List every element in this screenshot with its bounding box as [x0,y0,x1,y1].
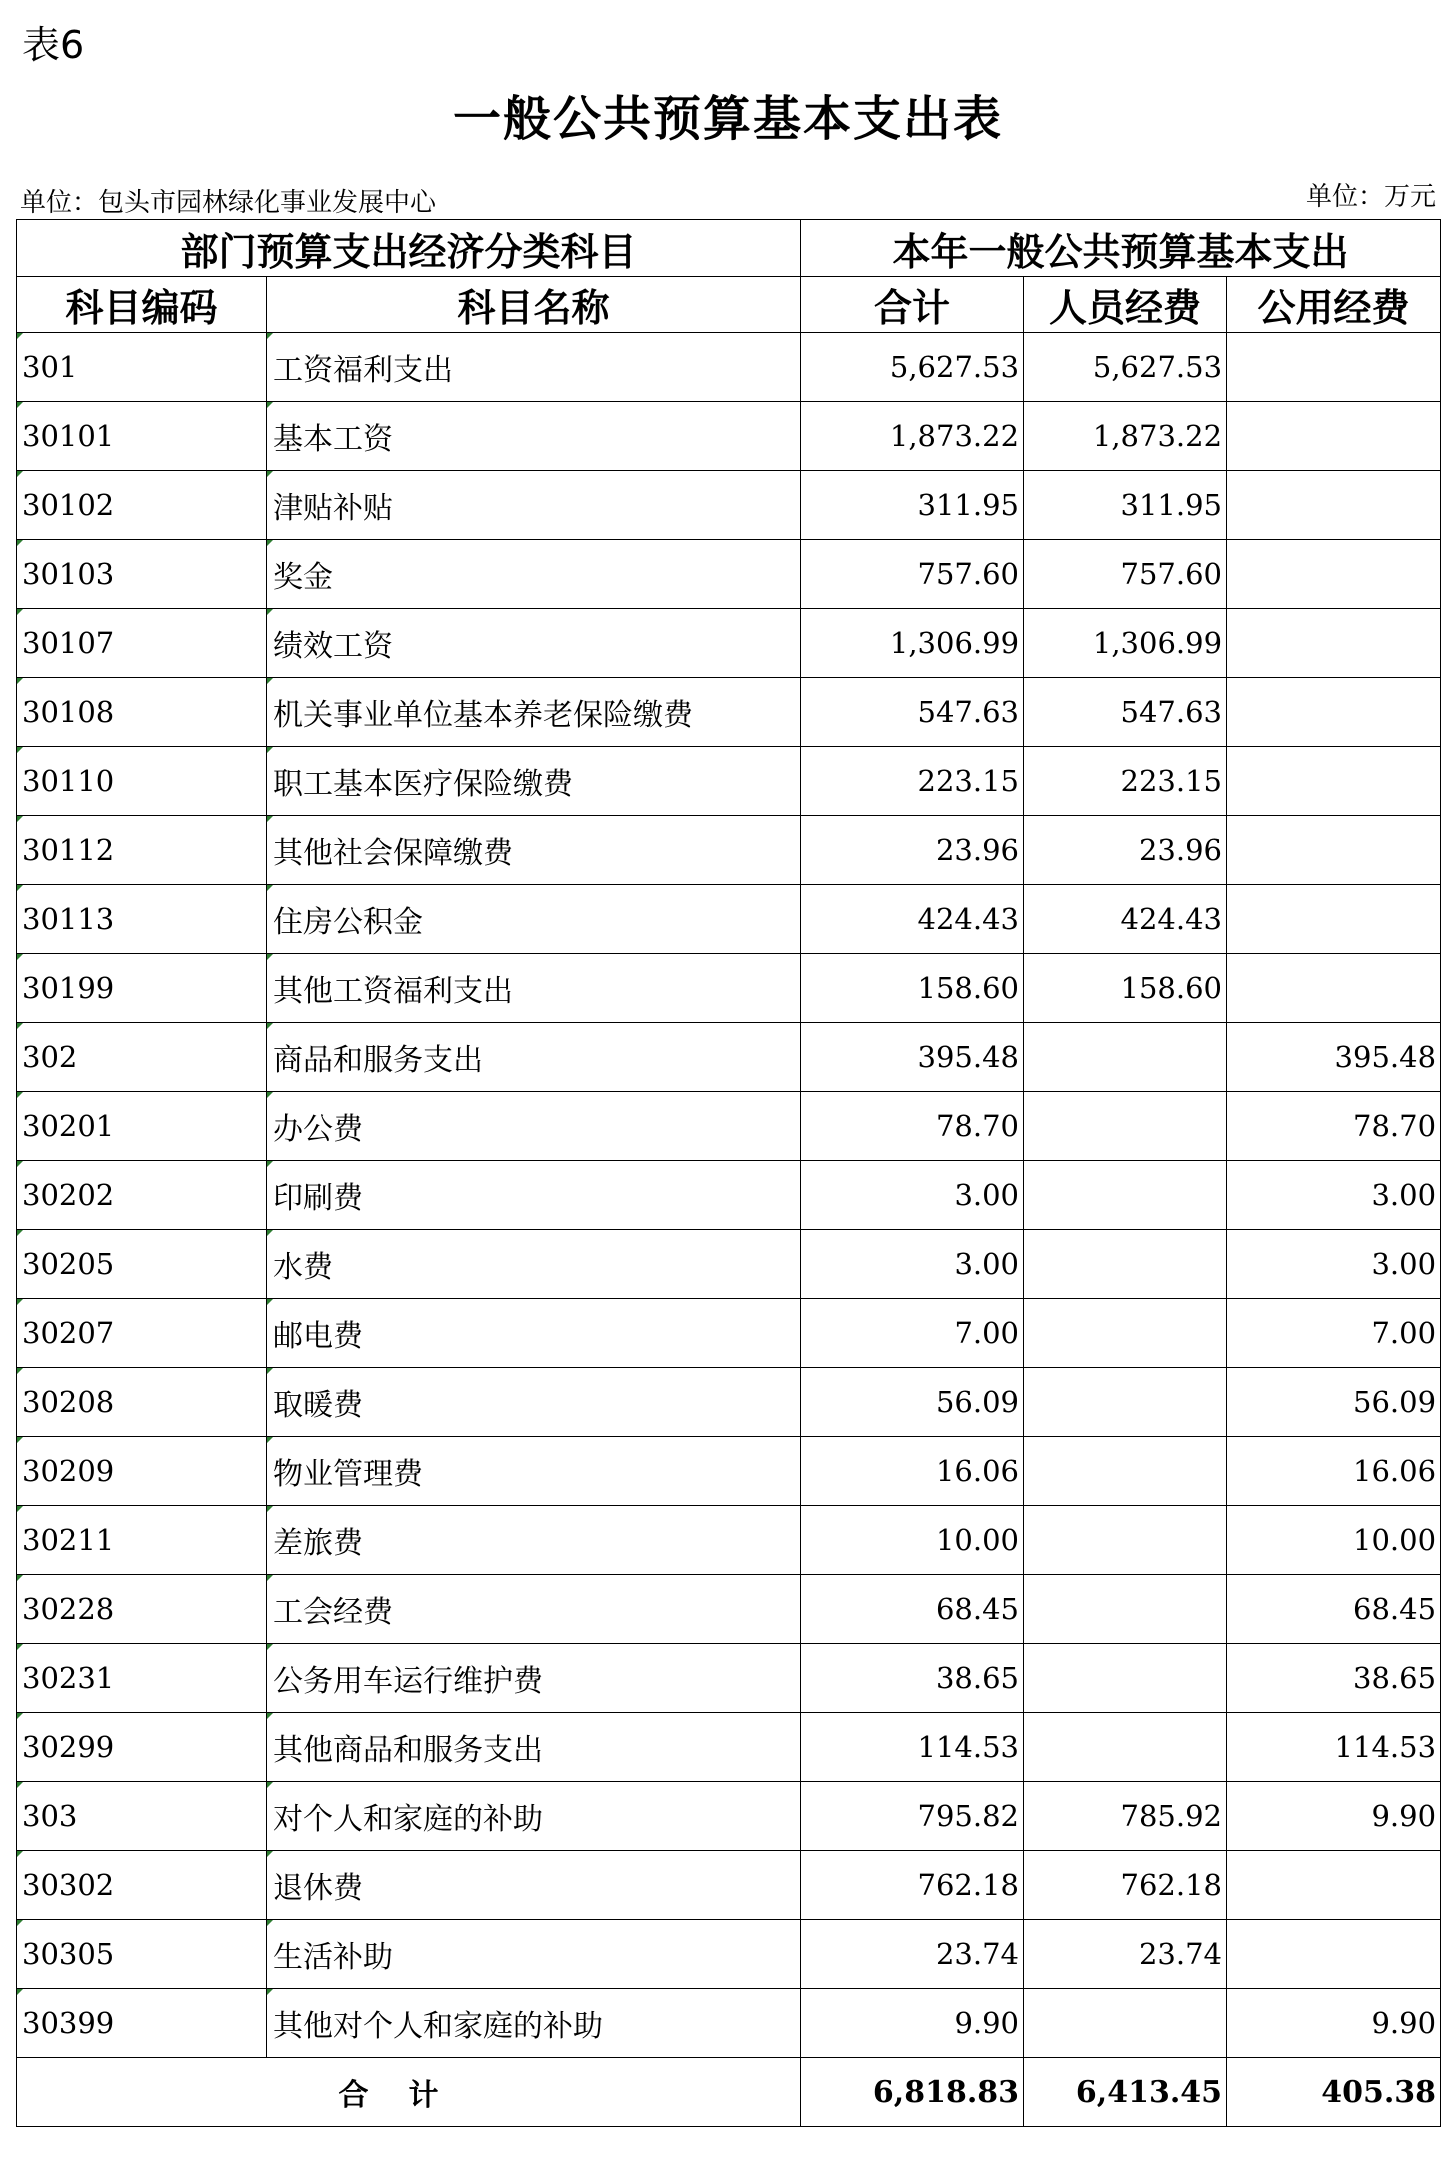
table-row [17,747,1441,816]
cell-marker-icon [267,1368,273,1374]
cell-marker-icon [17,1782,23,1788]
cell-name: 奖金 [267,540,801,609]
cell-public [1227,885,1441,954]
cell-marker-icon [17,1644,23,1650]
cell-personnel [1024,1989,1227,2058]
cell-name: 水费 [267,1230,801,1299]
cell-personnel [1024,1230,1227,1299]
cell-public [1227,540,1441,609]
cell-marker-icon [267,1092,273,1098]
cell-public [1227,609,1441,678]
cell-total: 56.09 [801,1368,1024,1437]
cell-total: 547.63 [801,678,1024,747]
cell-name: 其他商品和服务支出 [267,1713,801,1782]
table-row [17,1575,1441,1644]
cell-marker-icon [17,1299,23,1305]
table-row [17,1920,1441,1989]
cell-personnel: 785.92 [1024,1782,1227,1851]
cell-code: 30211 [17,1506,267,1575]
cell-marker-icon [267,885,273,891]
cell-code: 30101 [17,402,267,471]
cell-public [1227,954,1441,1023]
cell-name: 物业管理费 [267,1437,801,1506]
cell-marker-icon [267,471,273,477]
total-label: 合计 [17,2058,801,2127]
cell-personnel: 223.15 [1024,747,1227,816]
cell-code: 303 [17,1782,267,1851]
cell-total: 311.95 [801,471,1024,540]
table-row [17,954,1441,1023]
cell-public [1227,816,1441,885]
cell-marker-icon [17,471,23,477]
group-header-expenditure: 本年一般公共预算基本支出 [801,220,1441,277]
cell-public [1227,402,1441,471]
table-row [17,1299,1441,1368]
cell-public [1227,1851,1441,1920]
table-row [17,609,1441,678]
table-row [17,1851,1441,1920]
cell-code: 30399 [17,1989,267,2058]
cell-marker-icon [267,1989,273,1995]
cell-marker-icon [17,1851,23,1857]
table-row [17,1023,1441,1092]
cell-marker-icon [17,1575,23,1581]
cell-marker-icon [267,1161,273,1167]
cell-personnel: 424.43 [1024,885,1227,954]
cell-marker-icon [267,678,273,684]
cell-public: 7.00 [1227,1299,1441,1368]
cell-total: 9.90 [801,1989,1024,2058]
cell-code: 302 [17,1023,267,1092]
cell-public [1227,678,1441,747]
cell-total: 7.00 [801,1299,1024,1368]
cell-marker-icon [267,333,273,339]
table-row [17,1368,1441,1437]
cell-public [1227,333,1441,402]
table-row [17,402,1441,471]
cell-marker-icon [17,609,23,615]
cell-marker-icon [17,1920,23,1926]
cell-marker-icon [17,885,23,891]
cell-personnel: 23.96 [1024,816,1227,885]
cell-marker-icon [17,1713,23,1719]
table-row [17,678,1441,747]
cell-public: 10.00 [1227,1506,1441,1575]
cell-total: 158.60 [801,954,1024,1023]
cell-code: 30208 [17,1368,267,1437]
cell-marker-icon [17,402,23,408]
cell-name: 其他工资福利支出 [267,954,801,1023]
cell-personnel [1024,1368,1227,1437]
table-row [17,816,1441,885]
table-row [17,1437,1441,1506]
group-header-classification: 部门预算支出经济分类科目 [17,220,801,277]
cell-marker-icon [17,954,23,960]
budget-table [16,219,1441,2127]
cell-marker-icon [267,1644,273,1650]
total-sum: 6,818.83 [801,2058,1024,2127]
cell-public: 78.70 [1227,1092,1441,1161]
cell-marker-icon [267,1230,273,1236]
cell-total: 762.18 [801,1851,1024,1920]
cell-total: 16.06 [801,1437,1024,1506]
table-row [17,1161,1441,1230]
cell-total: 23.74 [801,1920,1024,1989]
cell-code: 30305 [17,1920,267,1989]
cell-code: 30201 [17,1092,267,1161]
cell-code: 30110 [17,747,267,816]
cell-total: 1,873.22 [801,402,1024,471]
cell-marker-icon [17,1161,23,1167]
cell-name: 商品和服务支出 [267,1023,801,1092]
cell-marker-icon [267,747,273,753]
column-header-total: 合计 [801,277,1024,333]
table-row [17,1230,1441,1299]
cell-name: 取暖费 [267,1368,801,1437]
cell-personnel [1024,1644,1227,1713]
cell-public: 68.45 [1227,1575,1441,1644]
cell-name: 工会经费 [267,1575,801,1644]
cell-name: 基本工资 [267,402,801,471]
table-row [17,333,1441,402]
cell-total: 114.53 [801,1713,1024,1782]
cell-public: 56.09 [1227,1368,1441,1437]
cell-total: 1,306.99 [801,609,1024,678]
cell-code: 30209 [17,1437,267,1506]
cell-total: 223.15 [801,747,1024,816]
cell-personnel [1024,1299,1227,1368]
cell-personnel: 547.63 [1024,678,1227,747]
table-row [17,540,1441,609]
cell-code: 30103 [17,540,267,609]
cell-marker-icon [267,954,273,960]
table-row [17,1644,1441,1713]
column-header-personnel: 人员经费 [1024,277,1227,333]
cell-name: 绩效工资 [267,609,801,678]
table-row [17,885,1441,954]
cell-total: 424.43 [801,885,1024,954]
cell-name: 其他对个人和家庭的补助 [267,1989,801,2058]
cell-personnel [1024,1092,1227,1161]
cell-name: 机关事业单位基本养老保险缴费 [267,678,801,747]
cell-total: 23.96 [801,816,1024,885]
cell-code: 30207 [17,1299,267,1368]
cell-marker-icon [267,1023,273,1029]
cell-personnel [1024,1575,1227,1644]
cell-personnel [1024,1023,1227,1092]
cell-code: 30108 [17,678,267,747]
cell-marker-icon [267,1782,273,1788]
table-row [17,1713,1441,1782]
cell-marker-icon [17,678,23,684]
cell-marker-icon [17,1506,23,1512]
cell-marker-icon [267,1920,273,1926]
table-row [17,1782,1441,1851]
cell-total: 757.60 [801,540,1024,609]
cell-personnel: 757.60 [1024,540,1227,609]
cell-code: 30199 [17,954,267,1023]
cell-marker-icon [17,540,23,546]
cell-marker-icon [267,1437,273,1443]
table-row [17,1506,1441,1575]
cell-code: 30112 [17,816,267,885]
cell-name: 印刷费 [267,1161,801,1230]
cell-marker-icon [267,1575,273,1581]
cell-name: 对个人和家庭的补助 [267,1782,801,1851]
cell-name: 办公费 [267,1092,801,1161]
cell-personnel [1024,1506,1227,1575]
cell-public [1227,747,1441,816]
cell-marker-icon [17,1230,23,1236]
cell-personnel: 1,873.22 [1024,402,1227,471]
cell-public [1227,471,1441,540]
cell-personnel: 23.74 [1024,1920,1227,1989]
cell-name: 邮电费 [267,1299,801,1368]
cell-name: 生活补助 [267,1920,801,1989]
table-row [17,471,1441,540]
cell-marker-icon [17,1092,23,1098]
cell-marker-icon [267,816,273,822]
cell-total: 78.70 [801,1092,1024,1161]
cell-total: 395.48 [801,1023,1024,1092]
cell-total: 10.00 [801,1506,1024,1575]
cell-marker-icon [267,402,273,408]
cell-name: 差旅费 [267,1506,801,1575]
cell-code: 301 [17,333,267,402]
total-public: 405.38 [1227,2058,1441,2127]
cell-public: 16.06 [1227,1437,1441,1506]
page-title: 一般公共预算基本支出表 [452,91,1003,147]
cell-code: 30202 [17,1161,267,1230]
cell-marker-icon [17,1437,23,1443]
cell-marker-icon [17,1989,23,1995]
cell-public: 3.00 [1227,1230,1441,1299]
cell-public: 3.00 [1227,1161,1441,1230]
cell-marker-icon [267,1506,273,1512]
cell-public: 9.90 [1227,1782,1441,1851]
cell-name: 工资福利支出 [267,333,801,402]
cell-marker-icon [17,1023,23,1029]
cell-marker-icon [267,1299,273,1305]
table-number: 表6 [22,23,85,67]
cell-code: 30102 [17,471,267,540]
total-row [17,2058,1441,2127]
cell-personnel [1024,1161,1227,1230]
cell-marker-icon [17,816,23,822]
cell-code: 30231 [17,1644,267,1713]
unit-organization: 单位：包头市园林绿化事业发展中心 [20,188,437,218]
cell-name: 公务用车运行维护费 [267,1644,801,1713]
cell-total: 68.45 [801,1575,1024,1644]
column-header-public: 公用经费 [1227,277,1441,333]
cell-code: 30302 [17,1851,267,1920]
cell-marker-icon [267,1713,273,1719]
cell-marker-icon [17,1368,23,1374]
table-body [17,333,1441,2058]
cell-personnel: 311.95 [1024,471,1227,540]
table-row [17,1092,1441,1161]
cell-personnel: 1,306.99 [1024,609,1227,678]
column-header-name: 科目名称 [267,277,801,333]
cell-name: 住房公积金 [267,885,801,954]
cell-personnel [1024,1713,1227,1782]
cell-total: 3.00 [801,1230,1024,1299]
cell-name: 津贴补贴 [267,471,801,540]
cell-personnel [1024,1437,1227,1506]
unit-currency: 单位：万元 [1305,182,1436,212]
table-row [17,1989,1441,2058]
cell-total: 38.65 [801,1644,1024,1713]
cell-marker-icon [267,609,273,615]
cell-public: 395.48 [1227,1023,1441,1092]
cell-total: 795.82 [801,1782,1024,1851]
cell-personnel: 158.60 [1024,954,1227,1023]
cell-name: 职工基本医疗保险缴费 [267,747,801,816]
cell-code: 30107 [17,609,267,678]
cell-marker-icon [267,1851,273,1857]
cell-personnel: 762.18 [1024,1851,1227,1920]
cell-code: 30205 [17,1230,267,1299]
cell-marker-icon [17,747,23,753]
cell-code: 30228 [17,1575,267,1644]
cell-public: 38.65 [1227,1644,1441,1713]
cell-code: 30299 [17,1713,267,1782]
cell-name: 其他社会保障缴费 [267,816,801,885]
cell-code: 30113 [17,885,267,954]
cell-public: 114.53 [1227,1713,1441,1782]
cell-marker-icon [267,540,273,546]
cell-total: 5,627.53 [801,333,1024,402]
cell-marker-icon [17,333,23,339]
cell-public [1227,1920,1441,1989]
cell-name: 退休费 [267,1851,801,1920]
column-header-code: 科目编码 [17,277,267,333]
total-personnel: 6,413.45 [1024,2058,1227,2127]
cell-total: 3.00 [801,1161,1024,1230]
cell-personnel: 5,627.53 [1024,333,1227,402]
cell-public: 9.90 [1227,1989,1441,2058]
